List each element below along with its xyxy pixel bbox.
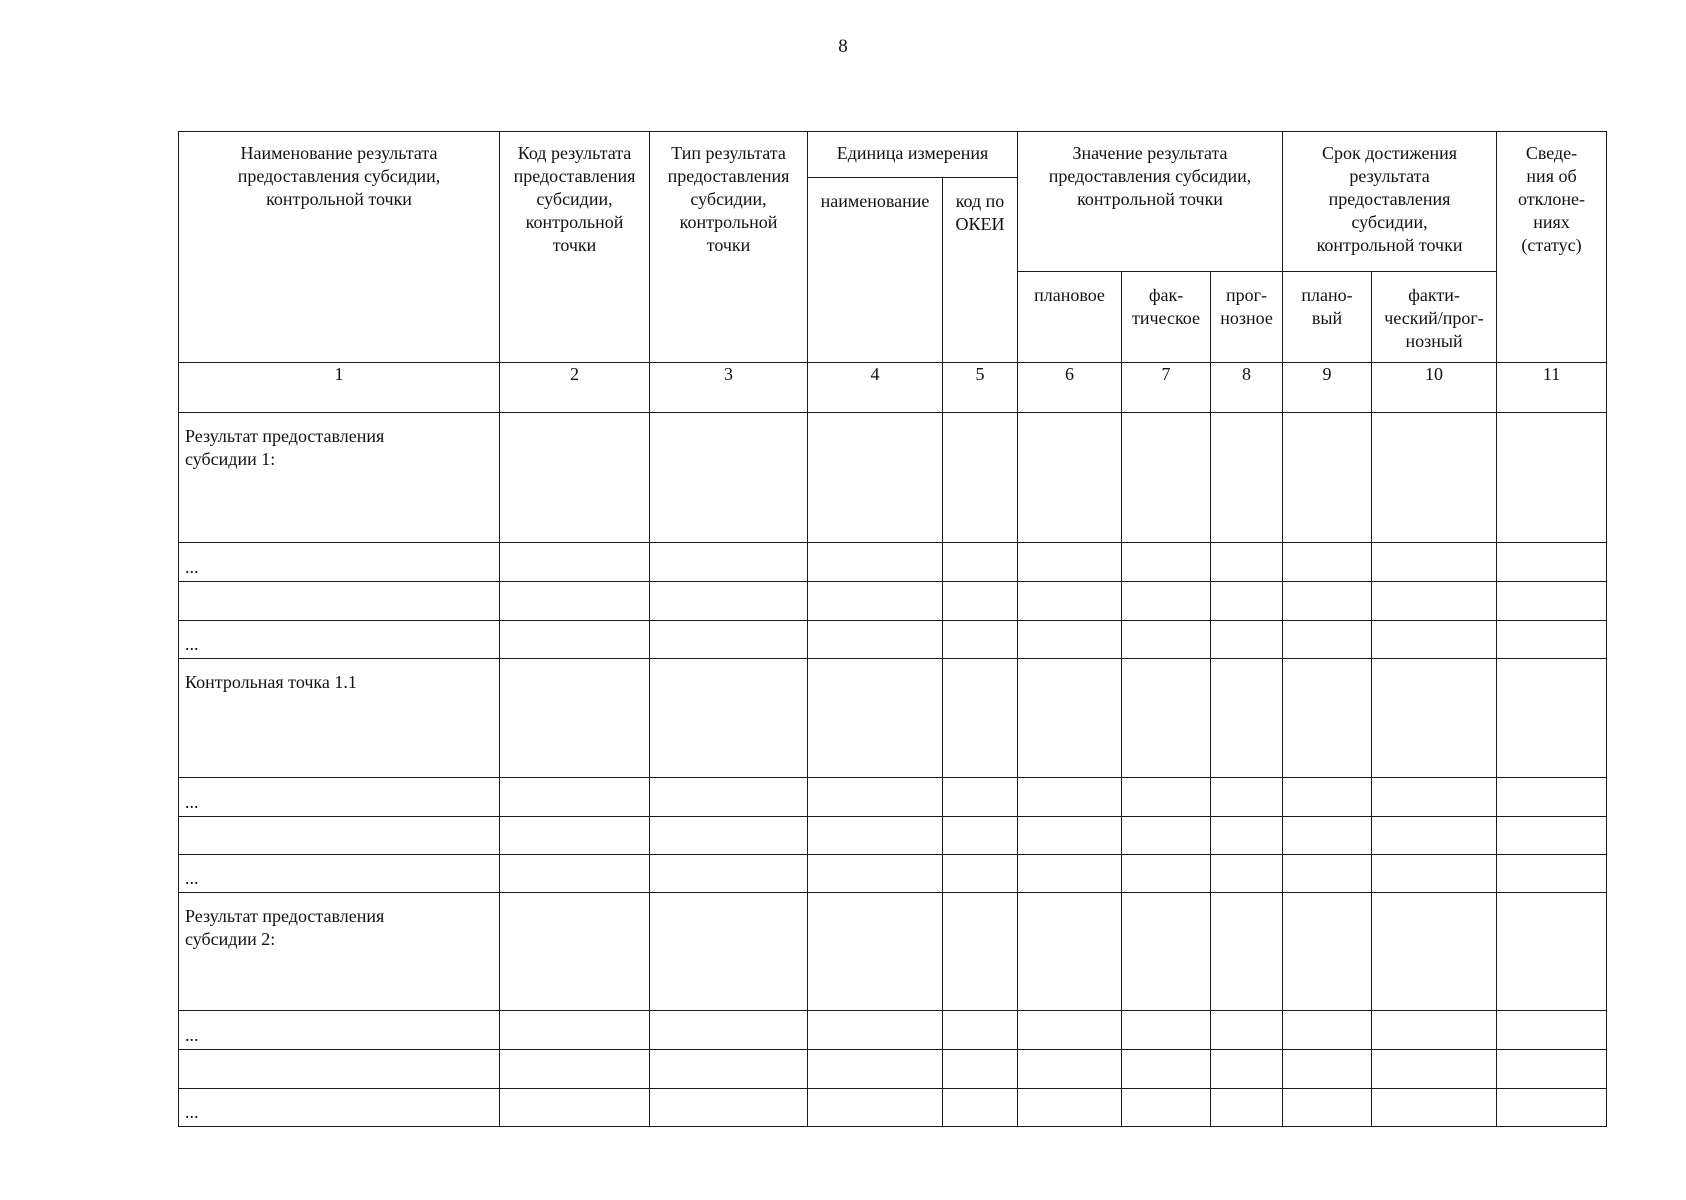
header-value-forecast: прог- нозное (1211, 272, 1283, 363)
table-cell (1211, 1011, 1283, 1050)
blank-label (179, 582, 500, 621)
table-cell (1497, 543, 1607, 582)
column-number: 8 (1211, 363, 1283, 413)
table-cell (650, 413, 808, 543)
table-cell (1018, 621, 1122, 659)
table-cell (943, 893, 1018, 1011)
table-cell (1211, 543, 1283, 582)
table-row-ellipsis (179, 1089, 1607, 1127)
table-cell (1372, 855, 1497, 893)
table-cell (1211, 621, 1283, 659)
table-cell (1372, 582, 1497, 621)
table-row-result-1 (179, 413, 1607, 543)
header-unit-name: наименование (808, 178, 943, 363)
table-cell (1211, 893, 1283, 1011)
table-row-blank (179, 582, 1607, 621)
table-cell (1497, 1011, 1607, 1050)
table-cell (1122, 1050, 1211, 1089)
table-cell (943, 659, 1018, 778)
blank-label (179, 817, 500, 855)
table-cell (943, 621, 1018, 659)
header-row-top (179, 132, 1607, 178)
table-cell (808, 817, 943, 855)
column-number: 2 (500, 363, 650, 413)
table-cell (650, 1089, 808, 1127)
table-cell (500, 659, 650, 778)
table-cell (808, 621, 943, 659)
table-cell (650, 1050, 808, 1089)
table-cell (1283, 621, 1372, 659)
table-cell (1122, 413, 1211, 543)
header-term-planned: плано- вый (1283, 272, 1372, 363)
header-value-actual: фак- тическое (1122, 272, 1211, 363)
column-number: 9 (1283, 363, 1372, 413)
table-cell (1283, 1050, 1372, 1089)
header-value-group: Значение результата предоставления субсидии, контрольной точки (1018, 132, 1283, 272)
table-cell (943, 1011, 1018, 1050)
table-cell (808, 659, 943, 778)
table-cell (808, 1050, 943, 1089)
table-cell (1122, 582, 1211, 621)
header-value-planned: плановое (1018, 272, 1122, 363)
table-cell (808, 543, 943, 582)
table-cell (500, 778, 650, 817)
table-cell (1497, 621, 1607, 659)
table-cell (1372, 1011, 1497, 1050)
table-cell (1372, 543, 1497, 582)
table-cell (1497, 1089, 1607, 1127)
table-cell (1372, 1050, 1497, 1089)
table-cell (1122, 543, 1211, 582)
table-cell (1372, 817, 1497, 855)
table-cell (650, 582, 808, 621)
table-cell (1372, 778, 1497, 817)
table-cell (1497, 893, 1607, 1011)
header-result-name: Наименование результата предоставления субсидии, контрольной точки (179, 132, 500, 363)
table-cell (1283, 1011, 1372, 1050)
column-number: 3 (650, 363, 808, 413)
table-cell (1018, 582, 1122, 621)
table-cell (650, 543, 808, 582)
table-row-ellipsis (179, 855, 1607, 893)
ellipsis-label: ... (179, 543, 500, 582)
table-cell (500, 582, 650, 621)
result-2-label: Результат предоставления субсидии 2: (179, 893, 500, 1011)
header-unit-okei-code: код по ОКЕИ (943, 178, 1018, 363)
table-cell (1497, 413, 1607, 543)
table-cell (650, 778, 808, 817)
table-cell (1372, 893, 1497, 1011)
table-cell (1122, 659, 1211, 778)
table-cell (1018, 817, 1122, 855)
table-cell (1497, 817, 1607, 855)
table-cell (1018, 1011, 1122, 1050)
ellipsis-label: ... (179, 778, 500, 817)
table-cell (808, 1011, 943, 1050)
table-row-blank (179, 1050, 1607, 1089)
header-term-actual-forecast: факти- ческий/прог- нозный (1372, 272, 1497, 363)
table-cell (1283, 1089, 1372, 1127)
table-cell (943, 1089, 1018, 1127)
table-cell (1211, 413, 1283, 543)
table-cell (500, 543, 650, 582)
table-cell (808, 1089, 943, 1127)
subsidy-results-table (178, 131, 1607, 1127)
table-cell (1211, 659, 1283, 778)
table-cell (1283, 778, 1372, 817)
header-unit-group: Единица измерения (808, 132, 1018, 178)
table-cell (1211, 1050, 1283, 1089)
table-cell (500, 855, 650, 893)
table-row-ellipsis (179, 1011, 1607, 1050)
table-cell (1122, 778, 1211, 817)
table-cell (1018, 778, 1122, 817)
table-cell (1122, 855, 1211, 893)
ellipsis-label: ... (179, 855, 500, 893)
table-cell (1283, 543, 1372, 582)
table-cell (500, 893, 650, 1011)
table-cell (1018, 1089, 1122, 1127)
table-cell (650, 817, 808, 855)
header-term-group: Срок достижения результата предоставления субсидии, контрольной точки (1283, 132, 1497, 272)
table-cell (1372, 1089, 1497, 1127)
column-number: 7 (1122, 363, 1211, 413)
header-deviation-status: Сведе- ния об отклоне- ниях (статус) (1497, 132, 1607, 363)
table-cell (1211, 778, 1283, 817)
table-cell (943, 778, 1018, 817)
table-cell (1283, 817, 1372, 855)
column-number: 1 (179, 363, 500, 413)
table-cell (1122, 817, 1211, 855)
column-number: 5 (943, 363, 1018, 413)
table-cell (1283, 413, 1372, 543)
table-cell (1122, 1089, 1211, 1127)
table-row-ellipsis (179, 621, 1607, 659)
table-cell (1018, 659, 1122, 778)
table-cell (500, 413, 650, 543)
column-number: 4 (808, 363, 943, 413)
table-cell (943, 817, 1018, 855)
table-cell (650, 855, 808, 893)
table-row-ellipsis (179, 543, 1607, 582)
table-cell (1283, 659, 1372, 778)
table-cell (500, 621, 650, 659)
table-cell (1372, 413, 1497, 543)
table-cell (1283, 893, 1372, 1011)
header-result-type: Тип результата предоставления субсидии, контрольной точки (650, 132, 808, 363)
result-1-label: Результат предоставления субсидии 1: (179, 413, 500, 543)
table-cell (943, 543, 1018, 582)
table-row-ellipsis (179, 778, 1607, 817)
table-cell (808, 413, 943, 543)
column-number: 11 (1497, 363, 1607, 413)
table-cell (1122, 893, 1211, 1011)
table-cell (943, 582, 1018, 621)
table-cell (943, 413, 1018, 543)
table-cell (500, 1089, 650, 1127)
table-cell (1018, 543, 1122, 582)
table-cell (500, 1050, 650, 1089)
table-cell (1497, 855, 1607, 893)
table-cell (1497, 1050, 1607, 1089)
table-cell (1497, 778, 1607, 817)
table-cell (500, 1011, 650, 1050)
table-cell (1018, 855, 1122, 893)
table-cell (943, 1050, 1018, 1089)
table-cell (650, 893, 808, 1011)
table-cell (1018, 1050, 1122, 1089)
header-result-code: Код результата предоставления субсидии, контрольной точки (500, 132, 650, 363)
table-cell (1372, 621, 1497, 659)
ellipsis-label: ... (179, 621, 500, 659)
table-row-result-2 (179, 893, 1607, 1011)
table-cell (1122, 1011, 1211, 1050)
table-cell (808, 893, 943, 1011)
table-cell (650, 1011, 808, 1050)
column-number: 6 (1018, 363, 1122, 413)
table-cell (808, 582, 943, 621)
table-cell (1018, 413, 1122, 543)
column-number: 10 (1372, 363, 1497, 413)
table-cell (808, 778, 943, 817)
table-cell (1211, 855, 1283, 893)
checkpoint-1-1-label: Контрольная точка 1.1 (179, 659, 500, 778)
column-number-row (179, 363, 1607, 413)
ellipsis-label: ... (179, 1089, 500, 1127)
table-cell (943, 855, 1018, 893)
table-cell (1211, 817, 1283, 855)
table-row-checkpoint-1-1 (179, 659, 1607, 778)
table-cell (650, 659, 808, 778)
table-cell (1283, 855, 1372, 893)
table-row-blank (179, 817, 1607, 855)
table-cell (1018, 893, 1122, 1011)
table-cell (1372, 659, 1497, 778)
table-cell (650, 621, 808, 659)
table-cell (1122, 621, 1211, 659)
table-cell (1211, 1089, 1283, 1127)
page-number: 8 (838, 36, 848, 57)
table-cell (1497, 582, 1607, 621)
table-cell (1283, 582, 1372, 621)
table-cell (808, 855, 943, 893)
table-cell (1497, 659, 1607, 778)
ellipsis-label: ... (179, 1011, 500, 1050)
table-cell (500, 817, 650, 855)
table-cell (1211, 582, 1283, 621)
blank-label (179, 1050, 500, 1089)
